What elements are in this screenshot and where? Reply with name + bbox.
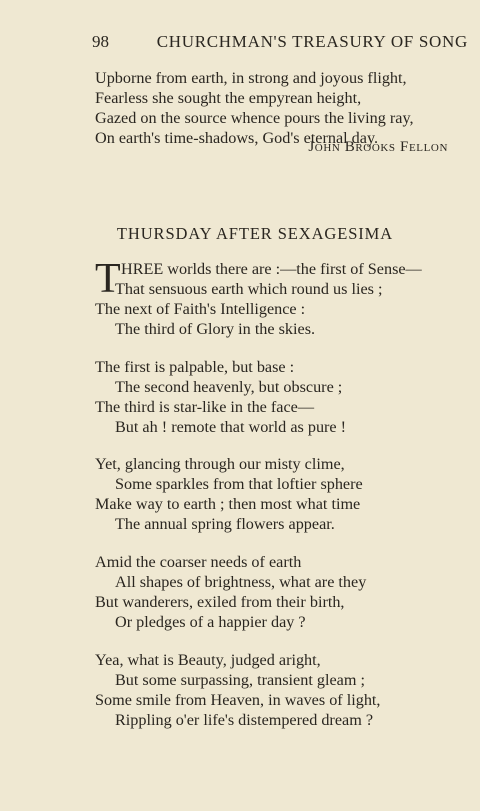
poem-line: The third is star-like in the face— (95, 398, 315, 416)
poem-line: That sensuous earth which round us lies ; (115, 280, 383, 298)
poem-title: THURSDAY AFTER SEXAGESIMA (116, 224, 394, 243)
page-header (92, 32, 468, 52)
prev-poem-line: Fearless she sought the empyrean height, (95, 89, 362, 107)
poem-line: The second heavenly, but obscure ; (115, 378, 343, 396)
poem-line: But some surpassing, transient gleam ; (115, 671, 365, 689)
prev-poem-line: On earth's time-shadows, God's eternal day. (95, 129, 379, 147)
prev-poem-line: Upborne from earth, in strong and joyous flight, (95, 69, 407, 87)
poem-line: Yea, what is Beauty, judged aright, (95, 651, 321, 669)
poem-line: Amid the coarser needs of earth (95, 553, 302, 571)
poem-line: Yet, glancing through our misty clime, (95, 455, 345, 473)
poem-line: Rippling o'er life's distempered dream ? (115, 711, 374, 729)
poem-line: The next of Faith's Intelligence : (95, 300, 306, 318)
poem-line: The first is palpable, but base : (95, 358, 295, 376)
poem-line: Some sparkles from that loftier sphere (115, 475, 363, 493)
page-number: 98 (92, 32, 109, 51)
poem-line: The third of Glory in the skies. (115, 320, 316, 338)
poem-line: Some smile from Heaven, in waves of light, (95, 691, 381, 709)
poem-first-line: HREE worlds there are :—the first of Sense— (121, 260, 422, 278)
poem-line: The annual spring flowers appear. (115, 515, 335, 533)
prev-poem-line: Gazed on the source whence pours the living ray, (95, 109, 414, 127)
author-attribution: John Brooks Fellon (308, 139, 448, 155)
poem-line: All shapes of brightness, what are they (115, 573, 367, 591)
poem-line: Make way to earth ; then most what time (95, 495, 361, 513)
poem-line: Or pledges of a happier day ? (115, 613, 306, 631)
poem-line: But wanderers, exiled from their birth, (95, 593, 345, 611)
running-title: CHURCHMAN'S TREASURY OF SONG (156, 32, 468, 51)
poem-line: But ah ! remote that world as pure ! (115, 418, 347, 436)
drop-cap: T (95, 256, 121, 302)
